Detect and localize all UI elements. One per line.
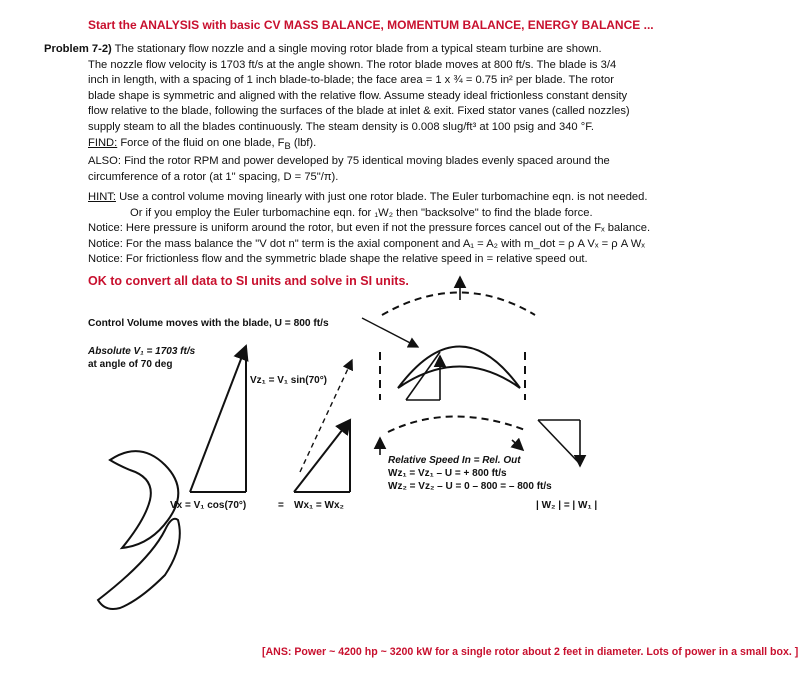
outlet-rel-line bbox=[538, 420, 580, 464]
problem-line-4: blade shape is symmetric and aligned with the relative flow. Assume steady ideal frictionless constant density bbox=[88, 89, 628, 102]
absolute-velocity-arrow bbox=[190, 346, 246, 492]
problem-line-6: supply steam to all the blades continuously. The steam density is 0.008 slug/ft³ at 100 psig and 340 °F. bbox=[88, 120, 594, 133]
find-label: FIND: bbox=[88, 136, 118, 149]
cv-leader-arrow bbox=[362, 318, 418, 347]
equals-sign: = bbox=[278, 500, 284, 511]
control-volume-bottom-arc bbox=[388, 416, 525, 432]
also-line-1: ALSO: Find the rotor RPM and power developed by 75 identical moving blades evenly spaced around the bbox=[88, 155, 610, 168]
notice-2: Notice: For the mass balance the "V dot n" term is the axial component and A₁ = A₂ with m_dot = ρ A Vₓ = ρ A Wₓ bbox=[88, 237, 645, 250]
hint-label: HINT: bbox=[88, 191, 116, 203]
find-sub: B bbox=[284, 140, 291, 151]
relative-velocity-arrow bbox=[294, 420, 350, 492]
problem-line-3: inch in length, with a spacing of 1 inch blade-to-blade; the face area = 1 x ¾ = 0.75 in² per blade. The rotor bbox=[88, 74, 614, 87]
answer-line: [ANS: Power ~ 4200 hp ~ 3200 kW for a single rotor about 2 feet in diameter. Lots of power in a small box. ] bbox=[262, 646, 798, 658]
angle-label: at angle of 70 deg bbox=[88, 359, 173, 370]
wx-label: Wx₁ = Wx₂ bbox=[294, 500, 344, 511]
vx-label: Vx = V₁ cos(70°) bbox=[170, 500, 247, 511]
inlet-rel-velocity-line bbox=[406, 352, 440, 400]
notice-1: Notice: Here pressure is uniform around the rotor, but even if not the pressure forces cancel out of the Fₓ balance. bbox=[88, 222, 651, 235]
relative-speed-line-2: Wz₂ = Vz₂ – U = 0 – 800 = – 800 ft/s bbox=[388, 481, 552, 492]
find-unit: (lbf). bbox=[290, 136, 317, 149]
hint-line-1: Use a control volume moving linearly with just one rotor blade. The Euler turbomachine eqn. is not needed. bbox=[115, 191, 648, 203]
header-title: Start the ANALYSIS with basic CV MASS BALANCE, MOMENTUM BALANCE, ENERGY BALANCE ... bbox=[88, 18, 654, 32]
relative-speed-line-1: Wz₁ = Vz₁ – U = + 800 ft/s bbox=[388, 468, 507, 479]
w-magnitude-label: | W₂ | = | W₁ | bbox=[536, 500, 598, 511]
problem-line-1: The stationary flow nozzle and a single moving rotor blade from a typical steam turbine are shown. bbox=[114, 43, 602, 55]
problem-line-2: The nozzle flow velocity is 1703 ft/s at the angle shown. The rotor blade moves at 800 ft/s. The blade is 3/4 bbox=[88, 58, 617, 71]
problem-line-5: flow relative to the blade, following the surfaces of the blade at inlet & exit. Fixed stator vanes (called nozzles) bbox=[88, 105, 630, 118]
rotor-blade bbox=[398, 347, 520, 389]
cv-label: Control Volume moves with the blade, U = 800 ft/s bbox=[88, 318, 329, 329]
notice-3: Notice: For frictionless flow and the symmetric blade shape the relative speed in = relative speed out. bbox=[88, 253, 588, 266]
si-units-note: OK to convert all data to SI units and solve in SI units. bbox=[88, 274, 409, 288]
nozzle-vane-lower bbox=[98, 519, 180, 609]
also-line-2: circumference of a rotor (at 1" spacing, D = 75"/π). bbox=[88, 170, 339, 183]
control-volume-top-arc bbox=[382, 293, 535, 316]
absolute-velocity-label: Absolute V₁ = 1703 ft/s bbox=[88, 346, 196, 357]
vz-label: Vz₁ = V₁ sin(70°) bbox=[250, 375, 328, 386]
relative-speed-title: Relative Speed In = Rel. Out bbox=[388, 455, 521, 466]
find-text: Force of the fluid on one blade, F bbox=[117, 136, 285, 149]
hint-line-2: Or if you employ the Euler turbomachine eqn. for ₁W₂ then "backsolve" to find the blade force. bbox=[130, 206, 593, 219]
outlet-arrow-right bbox=[512, 440, 523, 450]
nozzle-vane-upper bbox=[110, 451, 178, 548]
problem-label: Problem 7-2) bbox=[44, 43, 112, 55]
